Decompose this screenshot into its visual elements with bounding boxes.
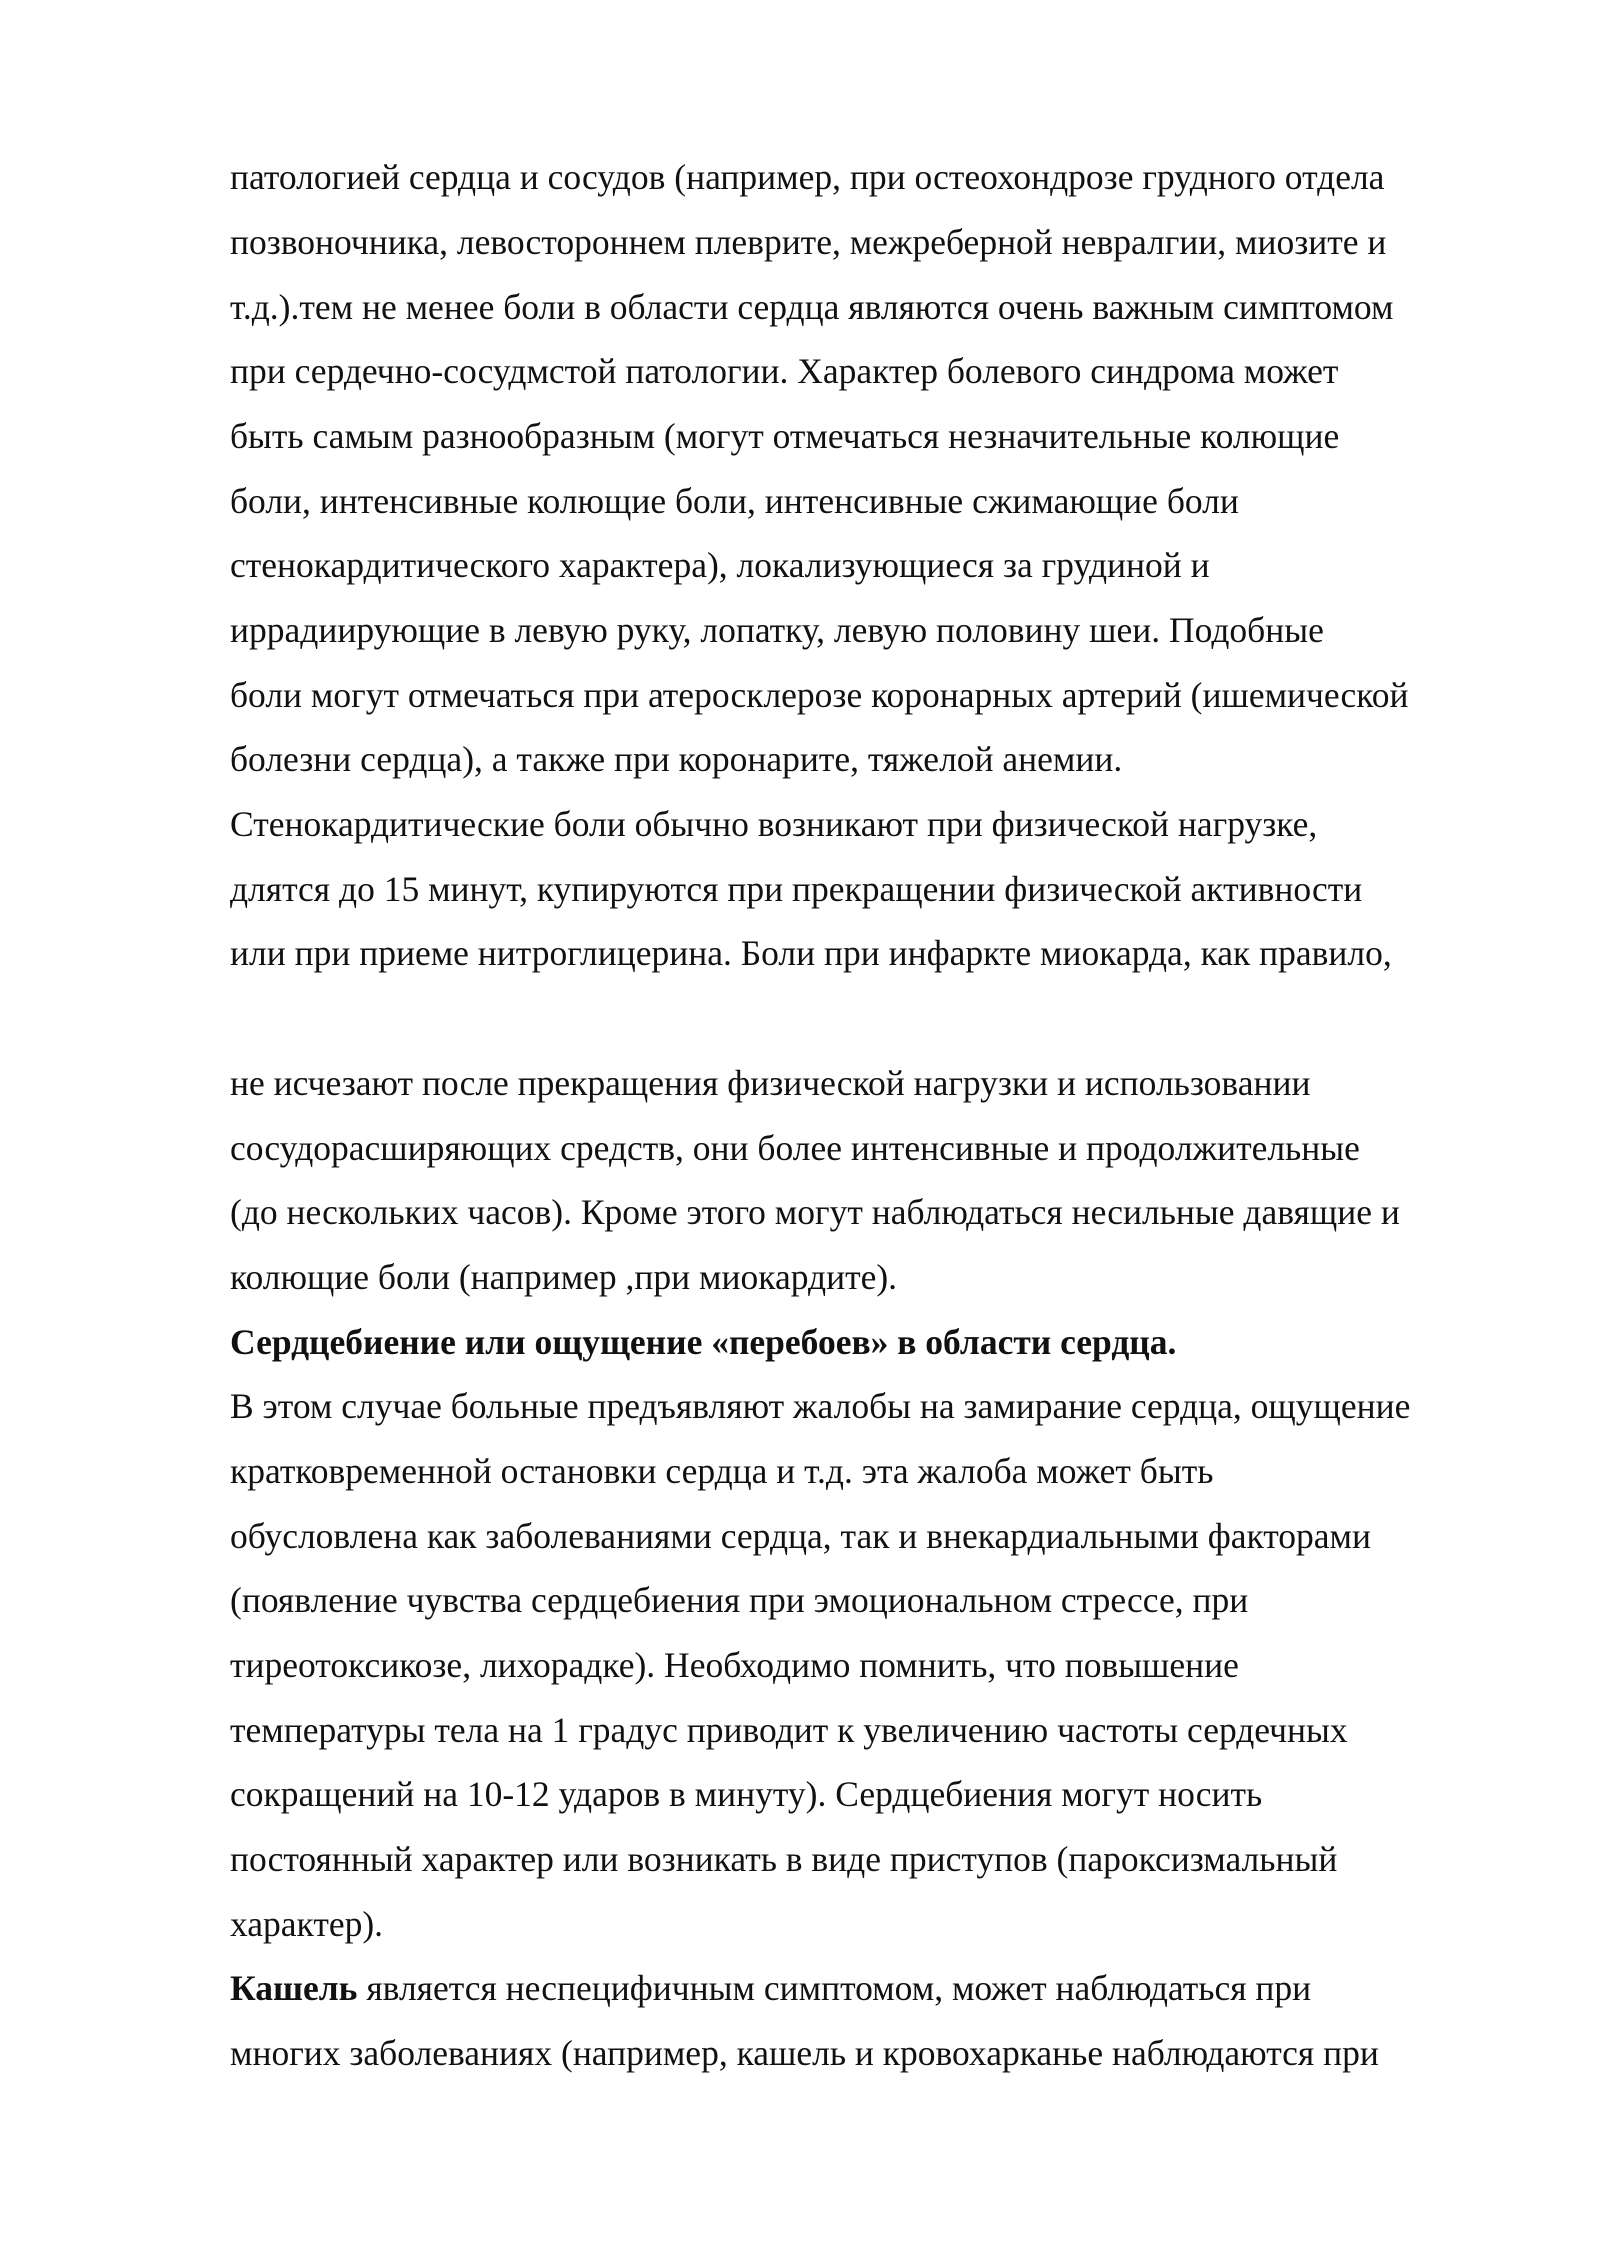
text-line: обусловлена как заболеваниями сердца, так и внекардиальными факторами <box>230 1516 1372 1556</box>
text-line: или при приеме нитроглицерина. Боли при инфаркте миокарда, как правило, <box>230 933 1392 973</box>
text-line: (появление чувства сердцебиения при эмоциональном стрессе, при <box>230 1580 1249 1620</box>
text-line: колющие боли (например ,при миокардите). <box>230 1257 898 1297</box>
text-line: Стенокардитические боли обычно возникают при физической нагрузке, <box>230 804 1318 844</box>
term-description: является неспецифичным симптомом, может наблюдаться при <box>357 1968 1312 2008</box>
text-line: боли могут отмечаться при атеросклерозе коронарных артерий (ишемической <box>230 675 1409 715</box>
text-line: боли, интенсивные колющие боли, интенсивные сжимающие боли <box>230 481 1239 521</box>
text-line: позвоночника, левостороннем плеврите, межреберной невралгии, миозите и <box>230 222 1387 262</box>
text-line: сокращений на 10-12 ударов в минуту). Сердцебиения могут носить <box>230 1774 1263 1814</box>
text-line: кратковременной остановки сердца и т.д. эта жалоба может быть <box>230 1451 1214 1491</box>
text-line <box>230 1968 1311 2008</box>
text-line: длятся до 15 минут, купируются при прекращении физической активности <box>230 869 1363 909</box>
term-bold: Кашель <box>230 1968 358 2008</box>
text-line: иррадиирующие в левую руку, лопатку, левую половину шеи. Подобные <box>230 610 1324 650</box>
text-line: В этом случае больные предъявляют жалобы на замирание сердца, ощущение <box>230 1386 1411 1426</box>
text-line: (до нескольких часов). Кроме этого могут наблюдаться несильные давящие и <box>230 1192 1400 1232</box>
text-line: характер). <box>230 1904 384 1944</box>
text-line: патологией сердца и сосудов (например, при остеохондрозе грудного отдела <box>230 157 1385 197</box>
text-line: стенокардитического характера), локализующиеся за грудиной и <box>230 545 1210 585</box>
text-line: постоянный характер или возникать в виде приступов (пароксизмальный <box>230 1839 1338 1879</box>
section-heading: Сердцебиение или ощущение «перебоев» в области сердца. <box>230 1322 1177 1362</box>
text-line: быть самым разнообразным (могут отмечаться незначительные колющие <box>230 416 1340 456</box>
text-line: сосудорасширяющих средств, они более интенсивные и продолжительные <box>230 1128 1360 1168</box>
text-line: тиреотоксикозе, лихорадке). Необходимо помнить, что повышение <box>230 1645 1239 1685</box>
text-line: не исчезают после прекращения физической нагрузки и использовании <box>230 1063 1311 1103</box>
text-line: при сердечно-сосудмстой патологии. Характер болевого синдрома может <box>230 351 1339 391</box>
text-line: болезни сердца), а также при коронарите, тяжелой анемии. <box>230 739 1123 779</box>
text-line: т.д.).тем не менее боли в области сердца являются очень важным симптомом <box>230 287 1394 327</box>
text-line: температуры тела на 1 градус приводит к увеличению частоты сердечных <box>230 1710 1348 1750</box>
text-line: многих заболеваниях (например, кашель и кровохарканье наблюдаются при <box>230 2033 1379 2073</box>
